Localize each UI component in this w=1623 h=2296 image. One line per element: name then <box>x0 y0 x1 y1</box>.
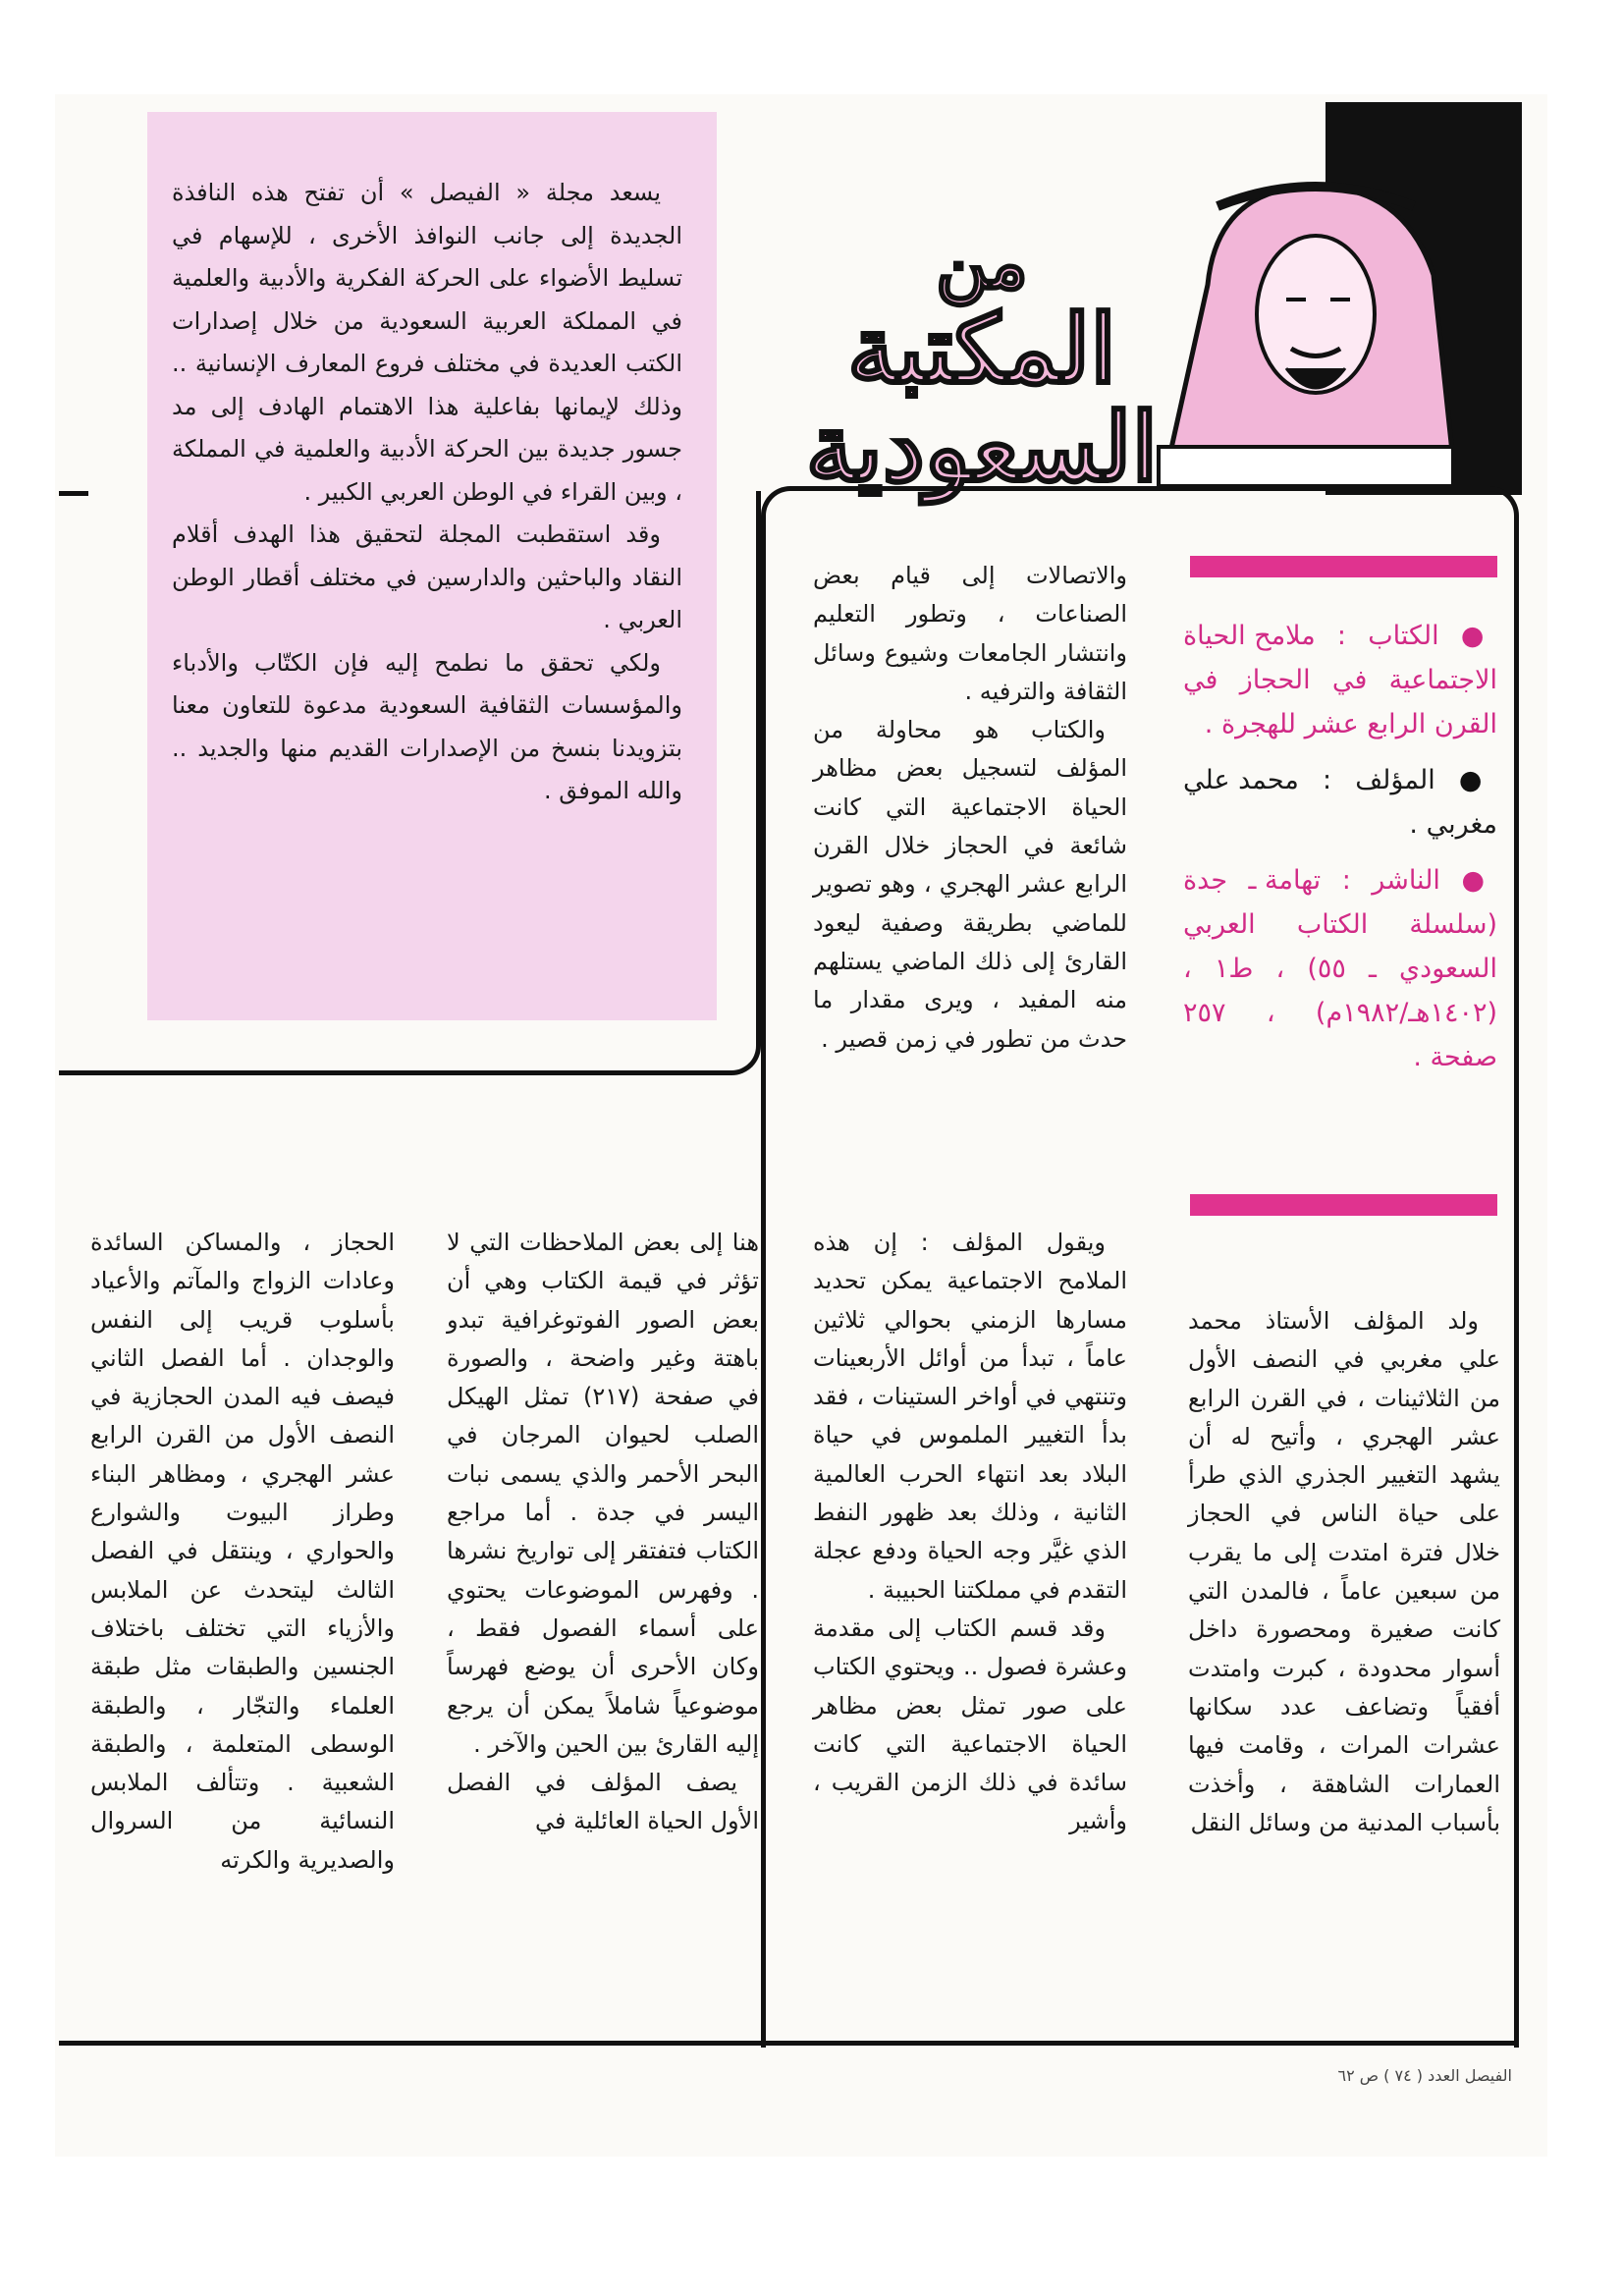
editor-note-paragraph: ولكي تحقق ما نطمح إليه فإن الكتّاب والأدباء والمؤسسات الثقافية السعودية مدعوة للتعاون معنا بتزويدنا بنسخ من الإصدارات القديم منها والجديد .. والله الموفق . <box>172 648 682 804</box>
section-title-line1: من <box>936 221 1028 304</box>
editor-note-paragraph: وقد استقطبت المجلة لتحقيق هذا الهدف أقلام النقاد والباحثين والدارسين في مختلف أقطار الوطن العربي . <box>172 520 682 633</box>
publisher-details: تهامة ـ جدة (سلسلة الكتاب العربي السعودي ـ ٥٥) ، ط١ ، (١٤٠٢هـ/١٩٨٢م) ، ٢٥٧ صفحة . <box>1183 865 1497 1072</box>
magazine-name: الفيصل <box>1464 2066 1512 2085</box>
bullet-icon: ● <box>1458 765 1498 795</box>
book-info <box>1183 614 1497 1091</box>
book-label: الكتاب : <box>1336 621 1439 651</box>
editor-note-paragraph: يسعد مجلة « الفيصل » أن تفتح هذه النافذة الجديدة إلى جانب النوافذ الأخرى ، للإسهام في تسليط الأضواء على الحركة الفكرية والأدبية والعلمية في المملكة العربية السعودية من خلال إصدارات الكتب العديدة في مختلف فروع المعارف الإنسانية .. وذلك لإيمانها بفاعلية هذا الاهتمام الهادف إلى مد جسور جديدة بين الحركة الأدبية والعلمية في المملكة ، وبين القراء في الوطن العربي الكبير . <box>172 179 682 506</box>
editor-frame-tick <box>59 491 88 496</box>
article-paragraph: والاتصالات إلى قيام بعض الصناعات ، وتطور التعليم وانتشار الجامعات وشيوع وسائل الثقافة والترفيه . <box>813 562 1127 705</box>
article-column-b <box>813 1224 1127 1841</box>
article-paragraph: ولد المؤلف الأستاذ محمد علي مغربي في النصف الأول من الثلاثينات ، في القرن الرابع عشر الهجري ، وأتيح له أن يشهد التغيير الجذري الذي طرأ على حياة الناس في الحجاز خلال فترة امتدت إلى ما يقرب من سبعين عاماً ، فالمدن التي كانت صغيرة ومحصورة داخل أسوار محدودة ، كبرت وامتدت أفقياً وتضاعف عدد سكانها عشرات المرات ، وقامت فيها العمارات الشاهقة ، وأخذت بأسباب المدنية من وسائل النقل <box>1188 1307 1500 1836</box>
bullet-icon: ● <box>1460 621 1497 651</box>
author-entry <box>1183 758 1497 847</box>
page-footer <box>1119 2066 1512 2085</box>
book-title-entry <box>1183 614 1497 746</box>
section-title-line2: المكتبة <box>847 293 1116 405</box>
article-column-d <box>447 1224 759 1841</box>
article-column-c <box>1188 1302 1500 1842</box>
section-title-line3: السعودية <box>805 392 1159 504</box>
article-paragraph: الحجاز ، والمساكن السائدة وعادات الزواج والمآتم والأعياد بأسلوب قريب إلى النفس والوجدان . أما الفصل الثاني فيصف فيه المدن الحجازية في النصف الأول من القرن الرابع عشر الهجري ، ومظاهر البناء وطراز البيوت والشوارع والحواري ، وينتقل في الفصل الثالث ليتحدث عن الملابس والأزياء التي تختلف باختلاف الجنسين والطبقات مثل طبقة العلماء والتجّار ، والطبقة الوسطى المتعلمة ، والطبقة الشعبية . وتتألف الملابس النسائية من السروال والصديرية والكرته <box>90 1229 395 1874</box>
article-column-e <box>90 1224 395 1880</box>
article-paragraph: والكتاب هو محاولة من المؤلف لتسجيل بعض مظاهر الحياة الاجتماعية التي كانت شائعة في الحجاز خلال القرن الرابع عشر الهجري ، وهو تصوير للماضي بطريقة وصفية ليعود القارئ إلى ذلك الماضي يستلهم منه المفيد ، ويرى مقدار ما حدث من تطور في زمن قصير . <box>813 716 1127 1053</box>
bottom-rule <box>59 2041 1514 2046</box>
article-column-a <box>813 557 1127 1059</box>
article-paragraph: يصف المؤلف في الفصل الأول الحياة العائلية في <box>447 1769 759 1835</box>
editor-frame <box>59 491 761 1075</box>
author-name: محمد علي مغربي . <box>1183 765 1497 840</box>
issue-page: العدد ( ٧٤ ) ص ٦٢ <box>1337 2066 1460 2085</box>
bullet-icon: ● <box>1461 865 1497 896</box>
book-title: ملامح الحياة الاجتماعية في الحجاز في القرن الرابع عشر للهجرة . <box>1183 621 1497 739</box>
publisher-entry <box>1183 858 1497 1079</box>
article-paragraph: ويقول المؤلف : إن هذه الملامح الاجتماعية يمكن تحديد مسارها الزمني بحوالي ثلاثين عاماً ، تبدأ من أوائل الأربعينات وتنتهي في أواخر الستينات ، فقد بدأ التغيير الملموس في حياة البلاد بعد انتهاء الحرب العالمية الثانية ، وذلك بعد ظهور النفط الذي غيَّر وجه الحياة ودفع عجلة التقدم في مملكتنا الحبيبة . <box>813 1229 1127 1604</box>
article-paragraph: وقد قسم الكتاب إلى مقدمة وعشرة فصول .. ويحتوي الكتاب على صور تمثل بعض مظاهر الحياة الاجتماعية التي كانت سائدة في ذلك الزمن القريب ، وأشير <box>813 1613 1127 1835</box>
publisher-label: الناشر : <box>1341 865 1440 896</box>
author-portrait-illustration <box>1149 167 1463 491</box>
info-bar-bottom <box>1190 1194 1497 1216</box>
info-bar-top <box>1190 556 1497 577</box>
section-title <box>805 221 1159 504</box>
author-label: المؤلف : <box>1322 765 1435 795</box>
article-paragraph: هنا إلى بعض الملاحظات التي لا تؤثر في قيمة الكتاب وهي أن بعض الصور الفوتوغرافية تبدو باهتة وغير واضحة ، والصورة في صفحة (٢١٧) تمثل الهيكل الصلب لحيوان المرجان في البحر الأحمر والذي يسمى نبات اليسر في جدة . أما مراجع الكتاب فتفتقر إلى تواريخ نشرها . وفهرس الموضوعات يحتوي على أسماء الفصول فقط ، وكان الأحرى أن يوضع فهرساً موضوعياً شاملاً يمكن أن يرجع إليه القارئ بين الحين والآخر . <box>447 1229 759 1758</box>
